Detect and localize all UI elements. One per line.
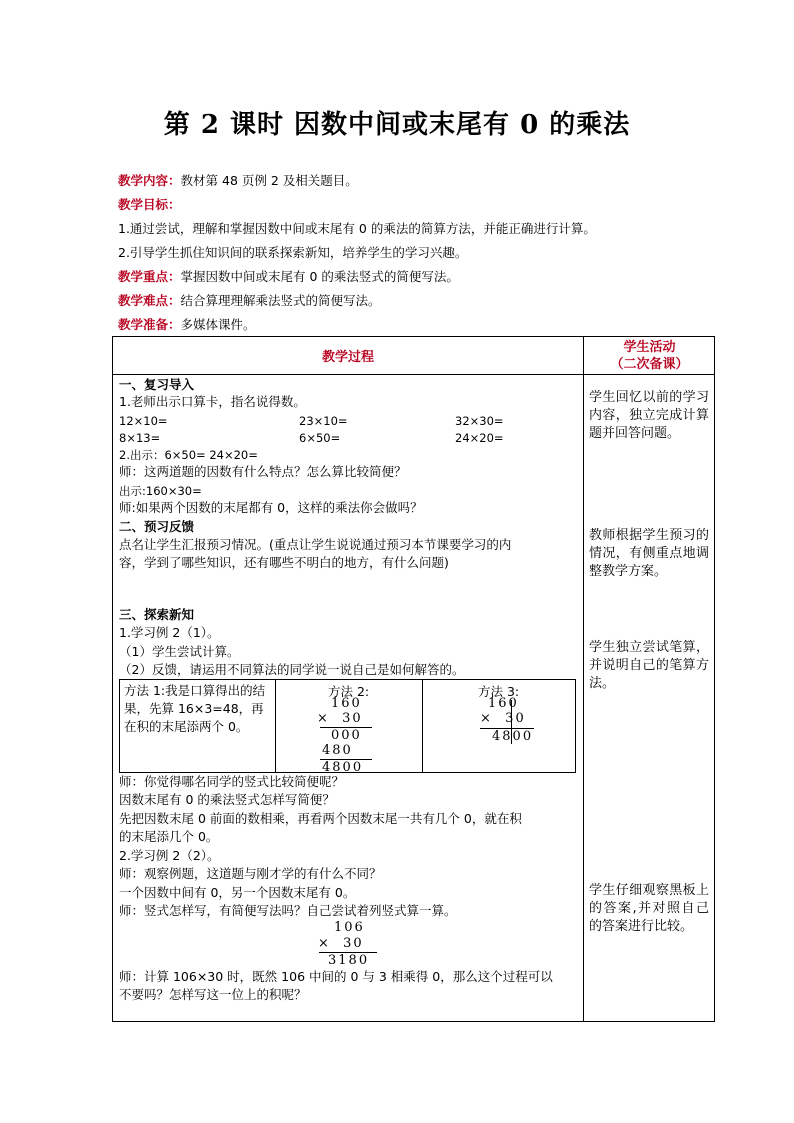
method-3-separator <box>511 700 512 744</box>
method-3-title: 方法 3: <box>478 684 520 699</box>
teaching-prep-text: 多媒体课件。 <box>180 317 256 332</box>
oral-item: 8×13= <box>119 431 161 445</box>
teaching-content-label: 教学内容： <box>118 173 181 188</box>
method-2-partial-1: 000 <box>331 728 362 743</box>
method-2-multiplicand: 160 <box>331 696 362 711</box>
method-3-multiplicand <box>488 697 519 711</box>
teaching-difficulty-line <box>118 293 381 309</box>
process-line: 师:如果两个因数的末尾都有 0，这样的乘法你会做吗？ <box>119 500 423 515</box>
oral-item: 12×10= <box>119 414 168 428</box>
process-line: 点名让学生汇报预习情况。(重点让学生说说通过预习本节课要学习的内 <box>119 537 512 552</box>
header-activity-line1: 学生活动 <box>623 340 676 355</box>
header-activity <box>584 339 715 373</box>
example-2-multiplicand: 106 <box>334 920 365 935</box>
oral-item: 24×20= <box>455 431 504 445</box>
methods-divider <box>422 680 423 772</box>
method-3-product-zeros: 00 <box>512 729 534 744</box>
page-title: 第 2 课时 因数中间或末尾有 0 的乘法 <box>163 110 631 140</box>
method-2-partial-2: 480 <box>322 743 353 758</box>
process-line: 2.出示：6×50= 24×20= <box>119 448 258 462</box>
teaching-prep-line <box>118 317 256 333</box>
method-1-text: 方法 1:我是口算得出的结果，先算 16×3=48，再在积的末尾添两个 0。 <box>124 683 266 734</box>
process-line: 师：计算 106×30 时，既然 106 中间的 0 与 3 相乘得 0，那么这个过程可以 <box>119 969 553 984</box>
oral-item: 23×10= <box>299 414 348 428</box>
header-divider <box>113 374 714 375</box>
process-line: 容，学到了哪些知识，还有哪些不明白的地方，有什么问题) <box>119 555 449 570</box>
teaching-goal-1: 1.通过尝试，理解和掌握因数中间或末尾有 0 的乘法的简算方法，并能正确进行计算。 <box>118 221 596 236</box>
column-divider <box>583 337 584 1021</box>
teaching-difficulty-text: 结合算理理解乘法竖式的简便写法。 <box>180 293 381 308</box>
process-line: 师：这两道题的因数有什么特点？怎么算比较简便？ <box>119 464 407 479</box>
section-review: 一、复习导入 <box>119 377 195 392</box>
oral-item: 32×30= <box>455 414 504 428</box>
teaching-goals-line <box>118 197 181 213</box>
process-line: 师：观察例题，这道题与刚才学的有什么不同？ <box>119 866 382 881</box>
method-2-multiplier: × 30 <box>317 711 363 726</box>
teaching-key-text: 掌握因数中间或末尾有 0 的乘法竖式的简便写法。 <box>180 269 459 284</box>
lesson-table <box>112 336 715 1022</box>
methods-divider <box>275 680 276 772</box>
process-line: 的末尾添几个 0。 <box>119 829 219 844</box>
method-2-product: 4800 <box>322 760 364 775</box>
method-3-multiplier-zero: 0 <box>515 711 526 726</box>
oral-item: 6×50= <box>299 431 341 445</box>
section-preview: 二、预习反馈 <box>119 519 195 534</box>
method-3-multiplier-digits: × 3 <box>480 711 516 726</box>
activity-note-4: 学生仔细观察黑板上的答案,并对照自己的答案进行比较。 <box>589 883 709 934</box>
teaching-difficulty-label: 教学难点： <box>118 293 181 308</box>
teaching-goals-label: 教学目标： <box>118 197 181 212</box>
process-line: （1）学生尝试计算。 <box>119 644 240 659</box>
teaching-goal-2: 2.引导学生抓住知识间的联系探索新知，培养学生的学习兴趣。 <box>118 245 468 260</box>
method-3-product <box>492 730 533 744</box>
process-line: 师：你觉得哪名同学的竖式比较简便呢？ <box>119 774 345 789</box>
method-2-title: 方法 2: <box>328 684 370 699</box>
process-line: 不要吗？怎样写这一位上的积呢？ <box>119 987 307 1002</box>
method-3-multiplicand-digits: 16 <box>488 696 509 711</box>
teaching-key-label: 教学重点： <box>118 269 181 284</box>
teaching-content-line <box>118 173 358 189</box>
method-3-multiplicand-zero: 0 <box>508 696 519 711</box>
teaching-key-line <box>118 269 459 285</box>
teaching-content-text: 教材第 48 页例 2 及相关题目。 <box>180 173 358 188</box>
activity-note-2: 教师根据学生预习的情况，有侧重点地调整教学方案。 <box>589 528 709 579</box>
methods-table <box>119 679 576 773</box>
process-line: 1.老师出示口算卡，指名说得数。 <box>119 394 306 409</box>
example-2-product: 3180 <box>328 953 370 968</box>
process-line: 2.学习例 2（2）。 <box>119 848 220 863</box>
process-line: （2）反馈，请运用不同算法的同学说一说自己是如何解答的。 <box>119 662 465 677</box>
process-line: 师：竖式怎样写，有简便写法吗？自己尝试着列竖式算一算。 <box>119 903 457 918</box>
header-activity-line2: （二次备课） <box>610 357 689 372</box>
method-3-multiplier <box>480 712 526 726</box>
section-explore: 三、探索新知 <box>119 607 195 622</box>
process-line: 先把因数末尾 0 前面的数相乘，再看两个因数末尾一共有几个 0，就在积 <box>119 811 522 826</box>
process-line: 因数末尾有 0 的乘法竖式怎样写简便？ <box>119 792 335 807</box>
header-process: 教学过程 <box>321 350 374 365</box>
process-line: 1.学习例 2（1）。 <box>119 625 220 640</box>
method-3-product-digits: 48 <box>492 729 513 744</box>
process-line: 出示:160×30= <box>119 484 202 498</box>
activity-note-3: 学生独立尝试笔算，并说明自己的笔算方法。 <box>589 640 709 691</box>
process-line: 一个因数中间有 0，另一个因数末尾有 0。 <box>119 885 356 900</box>
example-2-multiplier: × 30 <box>318 936 364 951</box>
teaching-prep-label: 教学准备： <box>118 317 181 332</box>
activity-note-1: 学生回忆以前的学习内容，独立完成计算题并回答问题。 <box>589 390 709 441</box>
